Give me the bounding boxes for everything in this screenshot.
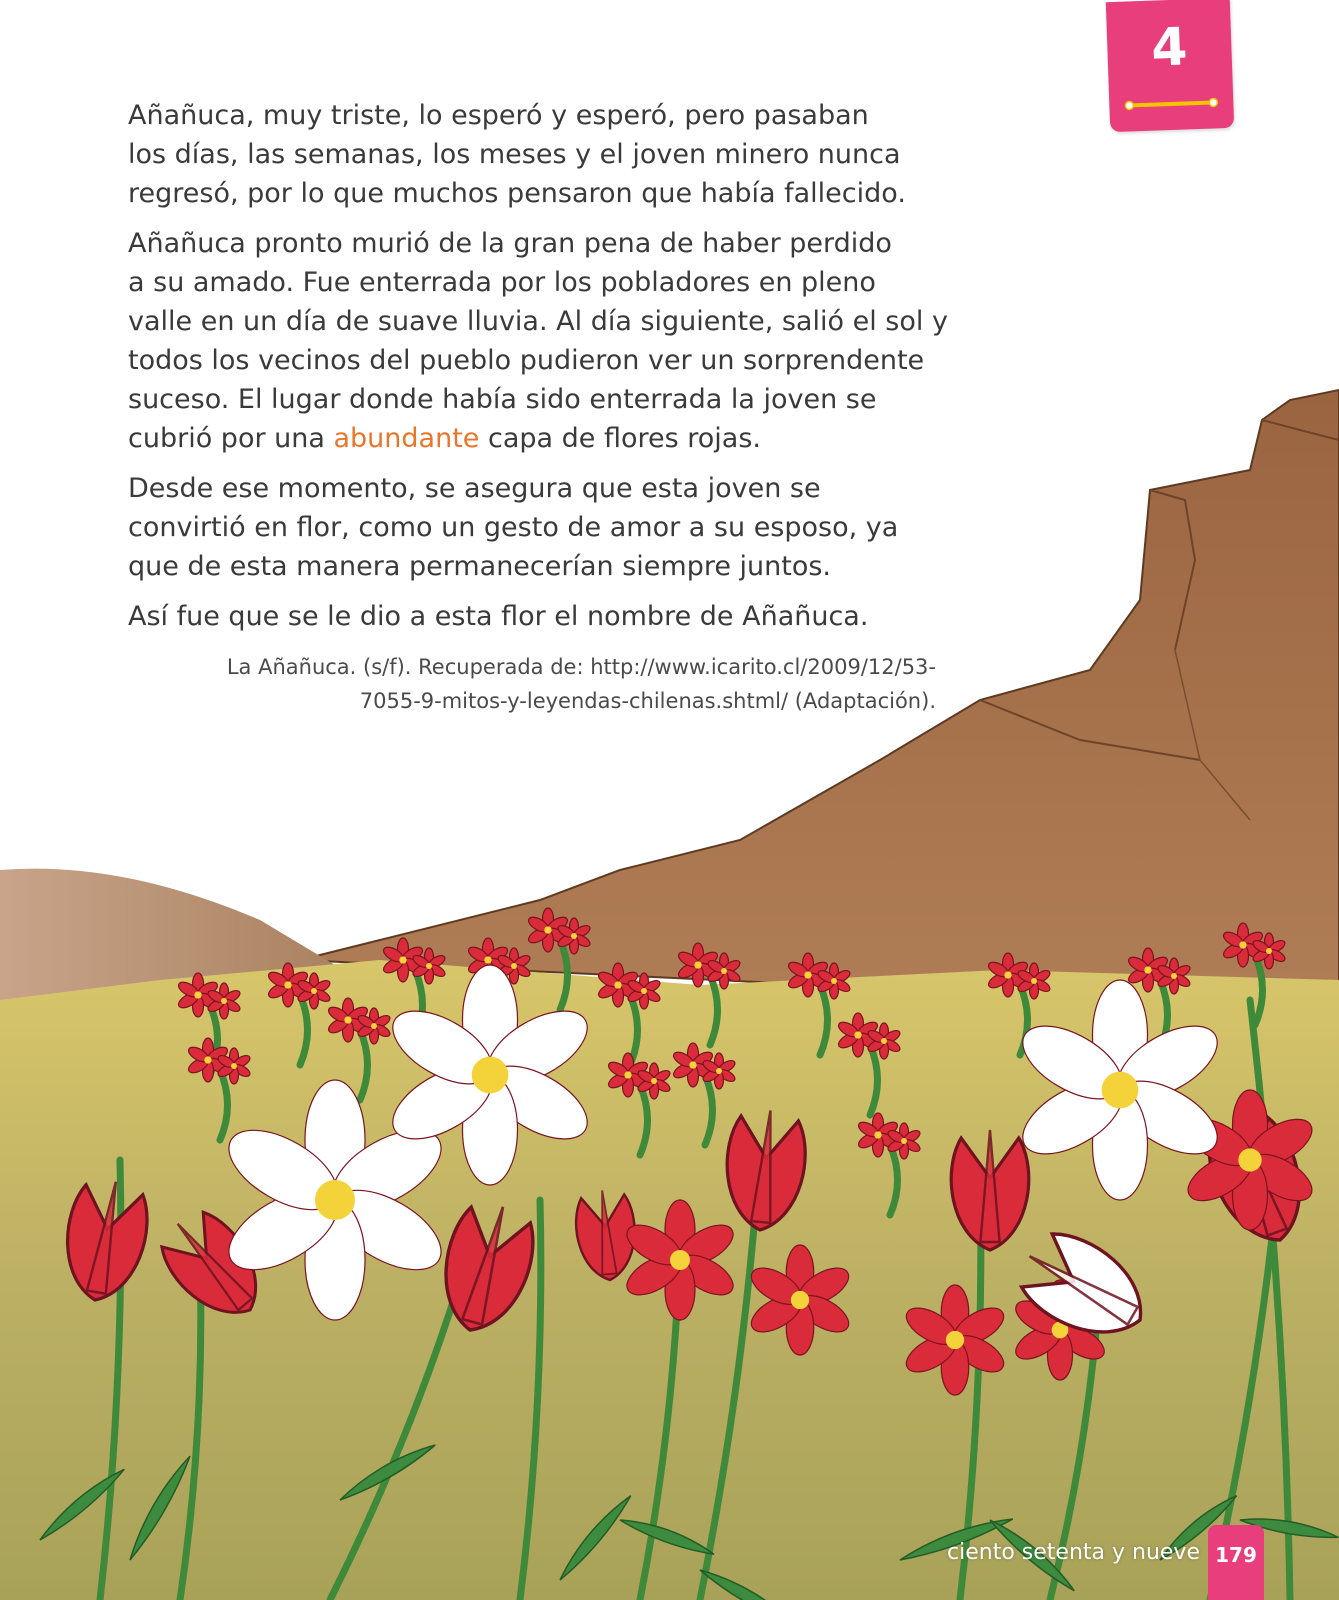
paragraph-1 [128, 96, 948, 213]
source-citation [170, 650, 936, 718]
paragraph-4 [128, 597, 948, 636]
chapter-tab [1106, 0, 1234, 132]
paragraph-2 [128, 224, 948, 458]
text-line: valle en un día de suave lluvia. Al día siguiente, salió el sol y [128, 306, 948, 337]
glossary-word-highlight[interactable]: abundante [333, 423, 480, 454]
page-number-tab [1208, 1525, 1264, 1600]
text-line: Añañuca, muy triste, lo esperó y esperó, pero pasaban [128, 100, 869, 131]
text-line: que de esta manera permanecerían siempre juntos. [128, 551, 832, 582]
text-line: a su amado. Fue enterrada por los pobladores en pleno [128, 267, 876, 298]
story-text [128, 96, 948, 647]
text-line: Desde ese momento, se asegura que esta joven se [128, 473, 821, 504]
citation-line-1: La Añañuca. (s/f). Recuperada de: http://www.icarito.cl/2009/12/53- [226, 655, 936, 679]
text-line: todos los vecinos del pueblo pudieron ver un sorprendente [128, 345, 925, 376]
page-number-words: ciento setenta y nueve [947, 1540, 1200, 1565]
page-number: 179 [1215, 1543, 1257, 1567]
text-line: los días, las semanas, los meses y el joven minero nunca [128, 139, 901, 170]
yellow-line-icon [1123, 96, 1219, 111]
text-line: Así fue que se le dio a esta flor el nombre de Añañuca. [128, 601, 869, 632]
text-line: Añañuca pronto murió de la gran pena de haber perdido [128, 228, 892, 259]
text-line: regresó, por lo que muchos pensaron que había fallecido. [128, 178, 906, 209]
text-line: suceso. El lugar donde había sido enterrada la joven se [128, 384, 877, 415]
citation-line-2: 7055-9-mitos-y-leyendas-chilenas.shtml/ (Adaptación). [359, 689, 936, 713]
text-line: cubrió por una [128, 423, 334, 454]
chapter-number: 4 [1150, 17, 1189, 79]
text-line: convirtió en flor, como un gesto de amor a su esposo, ya [128, 512, 899, 543]
paragraph-3 [128, 469, 948, 586]
text-line: capa de flores rojas. [479, 423, 761, 454]
